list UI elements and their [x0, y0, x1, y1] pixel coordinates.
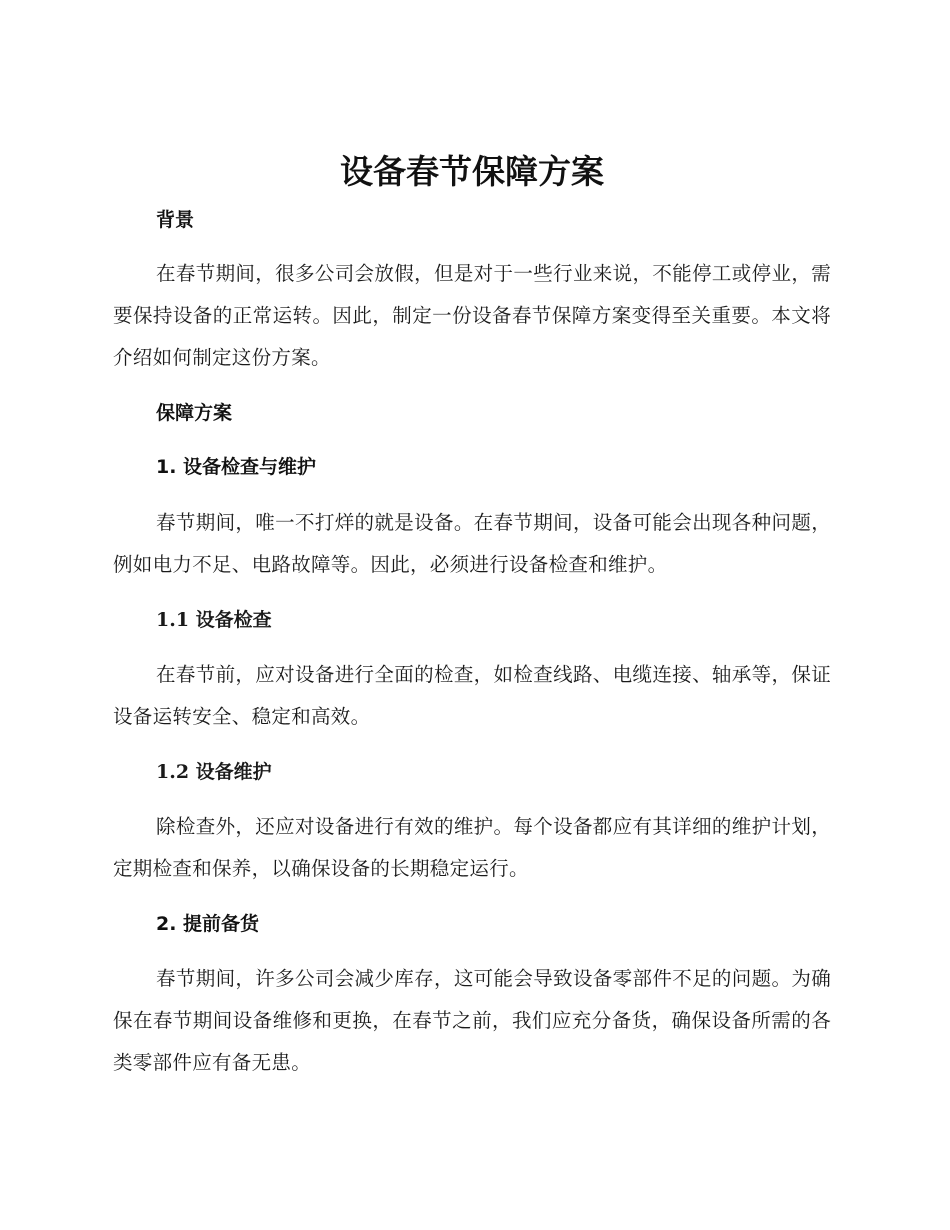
section1-paragraph: 春节期间，唯一不打烊的就是设备。在春节期间，设备可能会出现各种问题，例如电力不足、电路故障等。因此，必须进行设备检查和维护。	[113, 511, 831, 576]
section1-1-heading: 1.1 设备检查	[156, 609, 272, 631]
document-title: 设备春节保障方案	[340, 152, 604, 191]
section1-heading: 1. 设备检查与维护	[156, 456, 317, 478]
section1-2-heading: 1.2 设备维护	[156, 761, 272, 783]
background-paragraph: 在春节期间，很多公司会放假，但是对于一些行业来说，不能停工或停业，需要保持设备的正常运转。因此，制定一份设备春节保障方案变得至关重要。本文将介绍如何制定这份方案。	[113, 262, 831, 369]
section1-1-paragraph: 在春节前，应对设备进行全面的检查，如检查线路、电缆连接、轴承等，保证设备运转安全、稳定和高效。	[113, 663, 831, 728]
background-heading: 背景	[156, 209, 195, 231]
plan-heading: 保障方案	[156, 402, 233, 424]
section2-heading: 2. 提前备货	[156, 913, 260, 935]
section2-paragraph: 春节期间，许多公司会减少库存，这可能会导致设备零部件不足的问题。为确保在春节期间设备维修和更换，在春节之前，我们应充分备货，确保设备所需的各类零部件应有备无患。	[113, 967, 831, 1074]
section1-2-paragraph: 除检查外，还应对设备进行有效的维护。每个设备都应有其详细的维护计划，定期检查和保养，以确保设备的长期稳定运行。	[113, 815, 831, 880]
